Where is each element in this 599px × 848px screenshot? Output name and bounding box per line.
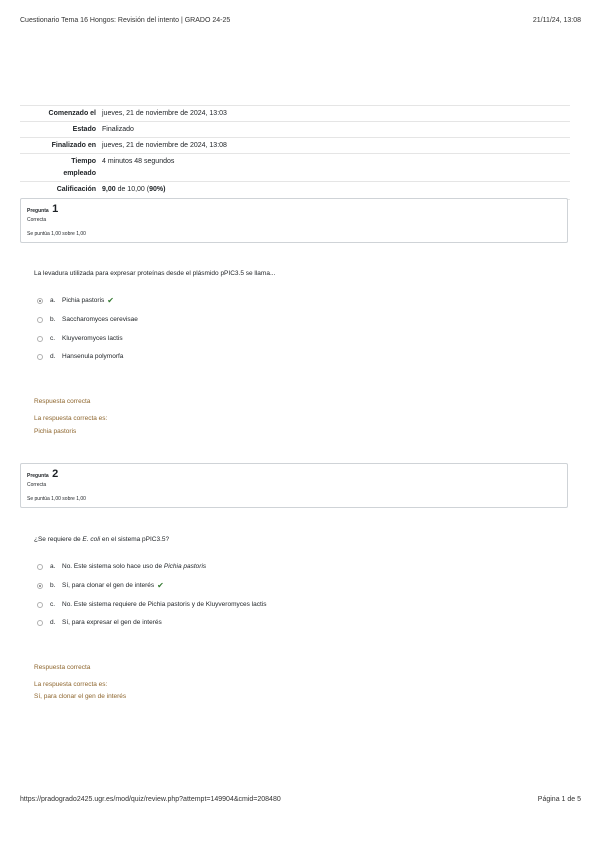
print-header-title: Cuestionario Tema 16 Hongos: Revisión del intento | GRADO 24-25 [20,17,231,24]
question-state: Correcta [27,482,47,488]
question-text-emphasis: E. coli [82,536,101,543]
answer-letter: a. [50,297,56,304]
radio-empty-icon[interactable] [37,620,43,626]
radio-checked-icon[interactable] [37,298,43,304]
summary-label: Estado [72,126,96,133]
question-label: Pregunta [27,208,49,214]
attempt-summary-table [20,105,570,200]
answer-letter: d. [50,619,56,626]
check-icon: ✔ [107,295,114,305]
question-info-box [20,463,568,508]
question-text: La levadura utilizada para expresar proteínas desde el plásmido pPIC3.5 se llama... [34,270,276,277]
right-answer: Pichia pastoris [34,428,77,435]
summary-row-state [20,121,570,137]
question-info-box [20,198,568,243]
right-answer-label: La respuesta correcta es: [34,681,108,688]
radio-empty-icon[interactable] [37,336,43,342]
grade-score: 9,00 [102,186,116,193]
answer-option[interactable] [37,619,162,626]
specific-feedback: Respuesta correcta [34,398,91,405]
grade-close: %) [156,186,166,193]
question-text [34,536,169,543]
answer-text: Saccharomyces cerevisae [62,316,138,323]
right-answer: Sí, para clonar el gen de interés [34,693,127,700]
grade-percent: 90 [149,186,157,193]
summary-label: Comenzado el [48,110,96,117]
print-footer-page: Página 1 de 5 [537,796,581,803]
answer-letter: c. [50,335,56,342]
answer-option[interactable] [37,601,266,608]
answer-option[interactable] [37,563,206,570]
question-text-part: en el sistema pPIC3.5? [100,536,170,543]
answer-text: No. Este sistema requiere de Pichia pastoris y de Kluyveromyces lactis [62,601,267,608]
summary-row-started [20,105,570,121]
answer-text: Sí, para clonar el gen de interés [62,582,155,589]
summary-row-finished [20,137,570,153]
summary-label: Finalizado en [51,142,96,149]
summary-value: Finalizado [102,126,134,133]
summary-label-line: empleado [63,170,96,177]
right-answer-label: La respuesta correcta es: [34,415,108,422]
summary-row-time [20,153,570,181]
summary-value [102,184,570,196]
answer-text: Pichia pastoris [62,297,105,304]
answer-option[interactable] [37,316,138,323]
question-number-value: 2 [52,468,59,480]
answer-option[interactable] [37,582,164,589]
question-text-part: ¿Se requiere de [34,536,83,543]
summary-value: 4 minutos 48 segundos [102,158,175,165]
answer-text-emphasis: Pichia pastoris [163,563,207,570]
question-number [27,468,58,480]
radio-checked-icon[interactable] [37,583,43,589]
question-grade: Se puntúa 1,00 sobre 1,00 [27,231,86,237]
summary-label: Calificación [56,186,96,193]
answer-letter: b. [50,582,56,589]
summary-label [20,156,102,180]
answer-option[interactable] [37,297,114,304]
radio-empty-icon[interactable] [37,564,43,570]
answer-option[interactable] [37,353,123,360]
answer-text [62,563,206,570]
radio-empty-icon[interactable] [37,602,43,608]
answer-letter: d. [50,353,56,360]
answer-text: Hansenula polymorfa [62,353,124,360]
question-state: Correcta [27,217,47,223]
answer-option[interactable] [37,335,123,342]
radio-empty-icon[interactable] [37,354,43,360]
radio-empty-icon[interactable] [37,317,43,323]
print-footer-url: https://pradogrado2425.ugr.es/mod/quiz/review.php?attempt=149904&cmid=208480 [20,796,281,803]
question-number-value: 1 [52,203,59,215]
answer-text: Kluyveromyces lactis [62,335,123,342]
print-header-datetime: 21/11/24, 13:08 [532,17,581,24]
question-number [27,203,58,215]
answer-letter: a. [50,563,56,570]
answer-letter: c. [50,601,56,608]
summary-value: jueves, 21 de noviembre de 2024, 13:03 [102,110,227,117]
grade-rest: de 10,00 ( [115,186,150,193]
question-grade: Se puntúa 1,00 sobre 1,00 [27,496,86,502]
summary-label-line: Tiempo [71,158,96,165]
specific-feedback: Respuesta correcta [34,664,91,671]
question-label: Pregunta [27,473,49,479]
summary-value: jueves, 21 de noviembre de 2024, 13:08 [102,142,227,149]
answer-text-part: No. Este sistema solo hace uso de [62,563,164,570]
check-icon: ✔ [157,580,164,590]
answer-text: Sí, para expresar el gen de interés [62,619,162,626]
answer-letter: b. [50,316,56,323]
